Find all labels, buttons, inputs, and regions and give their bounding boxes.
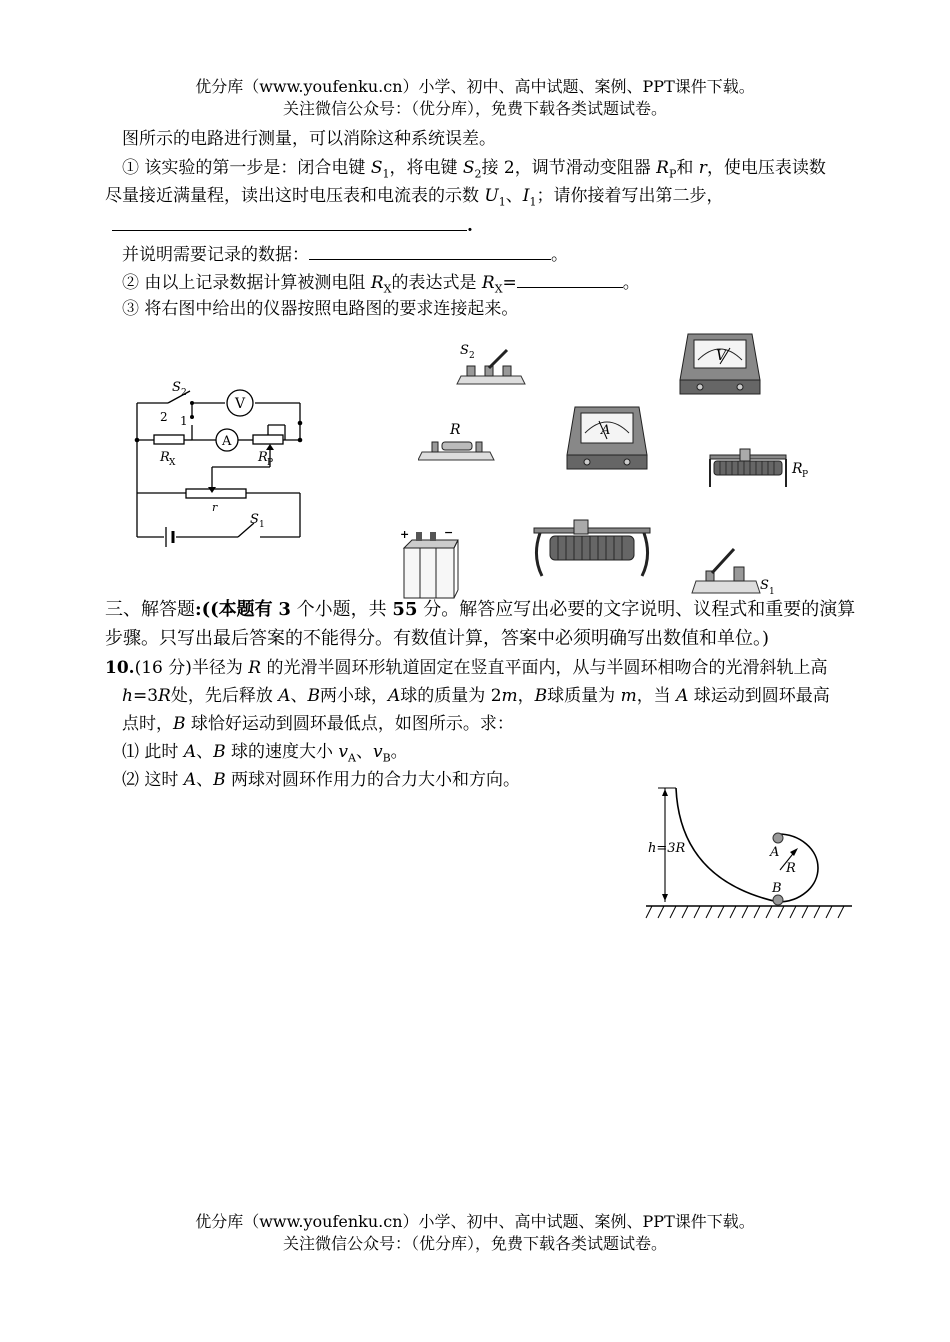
r-label: R xyxy=(450,422,461,438)
radius-label: R xyxy=(786,861,796,876)
answer-blank-step2[interactable] xyxy=(112,212,473,238)
s2-label: S xyxy=(460,343,469,358)
text: 球质量为 xyxy=(547,686,616,706)
circuit-diagram xyxy=(120,375,320,555)
instrument-battery[interactable] xyxy=(398,528,460,600)
text: ，使电压表读数 xyxy=(706,158,826,178)
sym: S xyxy=(462,158,475,178)
ball-a-label: A xyxy=(770,845,780,860)
s1-label-sub: 1 xyxy=(769,587,775,597)
sym: R xyxy=(370,273,384,293)
sym: U xyxy=(484,186,499,206)
sym: m xyxy=(620,686,637,706)
heading-text: :((本题有 xyxy=(195,599,273,620)
text: 的表达式是 xyxy=(391,273,477,293)
page-footer-line2: 关注微信公众号：（优分库），免费下载各类试题试卷。 xyxy=(282,1234,667,1253)
section-heading xyxy=(105,598,855,622)
sub: A xyxy=(348,751,356,765)
text: =3 xyxy=(132,686,159,706)
text: 。 xyxy=(622,273,640,293)
height-label: h=3R xyxy=(648,841,686,856)
rx-blank[interactable] xyxy=(517,269,623,288)
sub: 1 xyxy=(382,167,390,181)
label-v: V xyxy=(235,396,246,412)
battery-minus: − xyxy=(444,528,454,539)
sym: R xyxy=(248,658,262,678)
sym: h xyxy=(122,686,133,706)
text: 球的质量为 2 xyxy=(400,686,502,706)
text: 球运动到圆环最高 xyxy=(693,686,830,706)
text: 两小球， xyxy=(320,686,389,706)
sym: A xyxy=(183,742,197,762)
text: 球的速度大小 xyxy=(231,742,333,762)
label-1: 1 xyxy=(180,414,188,428)
question-number: 10. xyxy=(105,658,135,678)
sub: P xyxy=(668,167,677,181)
label-s1: S xyxy=(250,512,259,527)
heading-title: 三、解答题 xyxy=(105,599,195,620)
step3-line: ③ 将右图中给出的仪器按照电路图的要求连接起来。 xyxy=(122,299,519,319)
sym: R xyxy=(656,158,669,178)
intro-text: 图所示的电路进行测量，可以消除这种系统误差。 xyxy=(122,129,496,149)
text: 球恰好运动到圆环最低点，如图所示。求： xyxy=(190,714,514,734)
sym: v xyxy=(338,742,349,762)
sym: B xyxy=(534,686,548,706)
s2-label-sub: 2 xyxy=(469,351,475,361)
sub: B xyxy=(382,751,391,765)
rp-label-sub: P xyxy=(802,470,809,480)
label-r: r xyxy=(212,501,218,514)
q10-sub2 xyxy=(122,768,520,792)
period: . xyxy=(467,216,473,236)
text: 。 xyxy=(390,742,408,762)
text: ，将电键 xyxy=(389,158,458,178)
sym: I xyxy=(522,186,530,206)
sym: S xyxy=(370,158,383,178)
q10-line1 xyxy=(105,656,828,680)
sym: B xyxy=(213,770,226,790)
text: 、 xyxy=(196,742,214,762)
text: 并说明需要记录的数据： xyxy=(122,245,309,265)
ball-b-label: B xyxy=(772,881,782,896)
q10-line3 xyxy=(122,712,514,736)
instrument-ammeter[interactable] xyxy=(565,403,650,475)
text: 处，先后释放 xyxy=(170,686,273,706)
sym: r xyxy=(698,158,707,178)
text: 、 xyxy=(290,686,308,706)
text: 半径为 xyxy=(191,658,243,678)
section-heading-line2: 步骤。只写出最后答案的不能得分。有数值计算，答案中必须明确写出数值和单位。) xyxy=(105,628,770,649)
sym: R xyxy=(158,686,171,706)
text: 尽量接近满量程，读出这时电压表和电流表的示数 xyxy=(105,186,479,206)
question-score: (16 分) xyxy=(134,658,192,678)
sub: X xyxy=(494,282,503,296)
instrument-voltmeter[interactable] xyxy=(678,330,763,400)
v-label: V xyxy=(716,348,727,364)
text: 。 xyxy=(551,245,568,265)
text: = xyxy=(502,273,517,293)
instrument-rheostat-r[interactable] xyxy=(528,516,656,582)
text: ⑴ 此时 xyxy=(122,742,179,762)
label-rx-sub: X xyxy=(169,458,176,468)
heading-text: 分。解答应写出必要的文字说明、议程式和重要的演算 xyxy=(423,599,856,620)
label-s2: S xyxy=(172,380,181,395)
sym: A xyxy=(183,770,197,790)
sub: X xyxy=(383,282,392,296)
s1-label: S xyxy=(760,578,769,593)
page-footer-line1: 优分库（www.youfenku.cn）小学、初中、高中试题、案例、PPT课件下载。 xyxy=(195,1212,755,1231)
sym: A xyxy=(676,686,689,706)
text: 两球对圆环作用力的合力大小和方向。 xyxy=(231,770,520,790)
track-diagram xyxy=(640,780,860,925)
a-label: A xyxy=(601,423,611,438)
heading-text: 个小题，共 xyxy=(296,599,387,620)
question-count: 3 xyxy=(278,599,291,620)
blank-line[interactable] xyxy=(112,212,467,231)
page-header-line1: 优分库（www.youfenku.cn）小学、初中、高中试题、案例、PPT课件下载。 xyxy=(195,77,755,96)
text: ，当 xyxy=(636,686,671,706)
text: 和 xyxy=(676,158,694,178)
label-rx: R xyxy=(160,450,170,465)
label-rp-sub: P xyxy=(267,458,274,468)
page-header-line2: 关注微信公众号：（优分库），免费下载各类试题试卷。 xyxy=(282,99,667,118)
sym: B xyxy=(307,686,321,706)
label-a: A xyxy=(222,434,232,449)
record-line xyxy=(122,241,568,267)
label-rp: R xyxy=(258,450,268,465)
text: 、 xyxy=(355,742,373,762)
label-s1-sub: 1 xyxy=(259,520,265,530)
sym: A xyxy=(278,686,291,706)
sym: v xyxy=(372,742,383,762)
score-total: 55 xyxy=(392,599,418,620)
instrument-rheostat-rp[interactable] xyxy=(706,445,818,491)
label-s2-sub: 2 xyxy=(181,388,187,398)
record-blank[interactable] xyxy=(309,241,551,260)
sym: A xyxy=(388,686,401,706)
instrument-switch-s1[interactable] xyxy=(690,545,780,599)
text: ；请你接着写出第二步， xyxy=(536,186,724,206)
sym: B xyxy=(173,714,186,734)
q10-sub1 xyxy=(122,740,408,770)
instrument-switch-s2[interactable] xyxy=(455,338,530,390)
battery-plus: + xyxy=(400,528,410,541)
sym: R xyxy=(481,273,495,293)
label-2: 2 xyxy=(160,410,168,424)
text: ， xyxy=(517,686,535,706)
text: ⑵ 这时 xyxy=(122,770,179,790)
text: 、 xyxy=(196,770,214,790)
sub: 1 xyxy=(498,195,506,209)
q10-line2 xyxy=(122,684,830,708)
sub: 2 xyxy=(474,167,482,181)
text: 的光滑半圆环形轨道固定在竖直平面内，从与半圆环相吻合的光滑斜轨上高 xyxy=(266,658,828,678)
instrument-resistor-r[interactable] xyxy=(418,418,498,466)
sub: 1 xyxy=(529,195,537,209)
step1-line1 xyxy=(122,156,826,186)
text: 接 2，调节滑动变阻器 xyxy=(481,158,651,178)
sym: B xyxy=(213,742,226,762)
sym: m xyxy=(501,686,518,706)
text: ② 由以上记录数据计算被测电阻 xyxy=(122,273,366,293)
text: ① 该实验的第一步是：闭合电键 xyxy=(122,158,366,178)
step1-line2 xyxy=(105,184,723,214)
text: 、 xyxy=(505,186,523,206)
rp-label: R xyxy=(792,461,803,477)
text: 点时， xyxy=(122,714,173,734)
